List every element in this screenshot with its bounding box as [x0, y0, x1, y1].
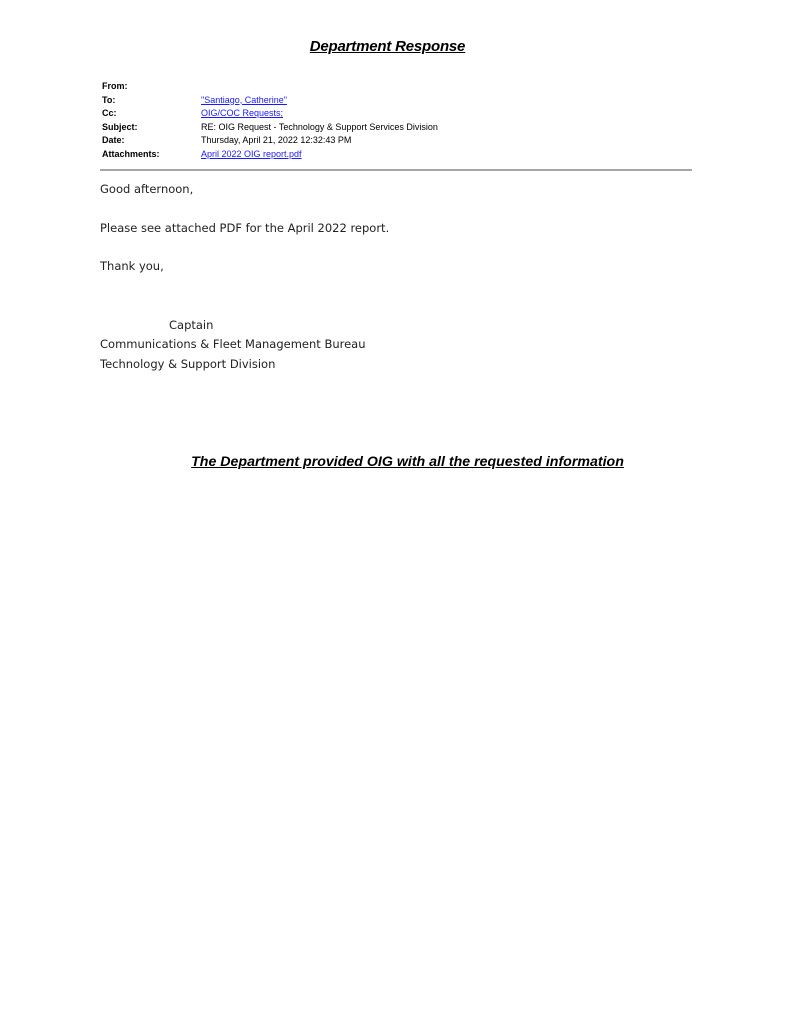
- from-label: From:: [102, 81, 128, 91]
- greeting-text: Good afternoon,: [100, 182, 194, 196]
- subject-value: RE: OIG Request - Technology & Support Services Division: [201, 121, 438, 132]
- to-recipient-link[interactable]: "Santiago, Catherine": [201, 94, 287, 105]
- message-text: Please see attached PDF for the April 2022 report.: [100, 221, 390, 235]
- to-label: To:: [102, 94, 116, 105]
- from-row: [102, 80, 692, 94]
- attachments-row: [102, 148, 692, 162]
- date-value: Thursday, April 21, 2022 12:32:43 PM: [201, 135, 352, 146]
- signature-bureau: Communications & Fleet Management Bureau: [100, 337, 366, 351]
- signature-division: Technology & Support Division: [100, 357, 276, 371]
- page-title: Department Response: [309, 38, 466, 55]
- to-row: [102, 94, 692, 108]
- cc-row: [102, 107, 692, 121]
- date-label: Date:: [102, 135, 125, 146]
- signature-title: Captain: [169, 318, 214, 332]
- date-row: [102, 134, 692, 148]
- attachment-link[interactable]: April 2022 OIG report.pdf: [201, 148, 302, 159]
- cc-recipient-link[interactable]: OIG/COC Requests;: [201, 108, 284, 119]
- email-header: [102, 80, 692, 162]
- subject-label: Subject:: [102, 121, 138, 132]
- subject-row: [102, 121, 692, 135]
- cc-label: Cc:: [102, 108, 117, 119]
- closing-text: Thank you,: [100, 259, 164, 273]
- conclusion-statement: The Department provided OIG with all the requested information: [191, 454, 624, 470]
- attachments-label: Attachments:: [102, 148, 160, 159]
- header-divider: [100, 169, 692, 171]
